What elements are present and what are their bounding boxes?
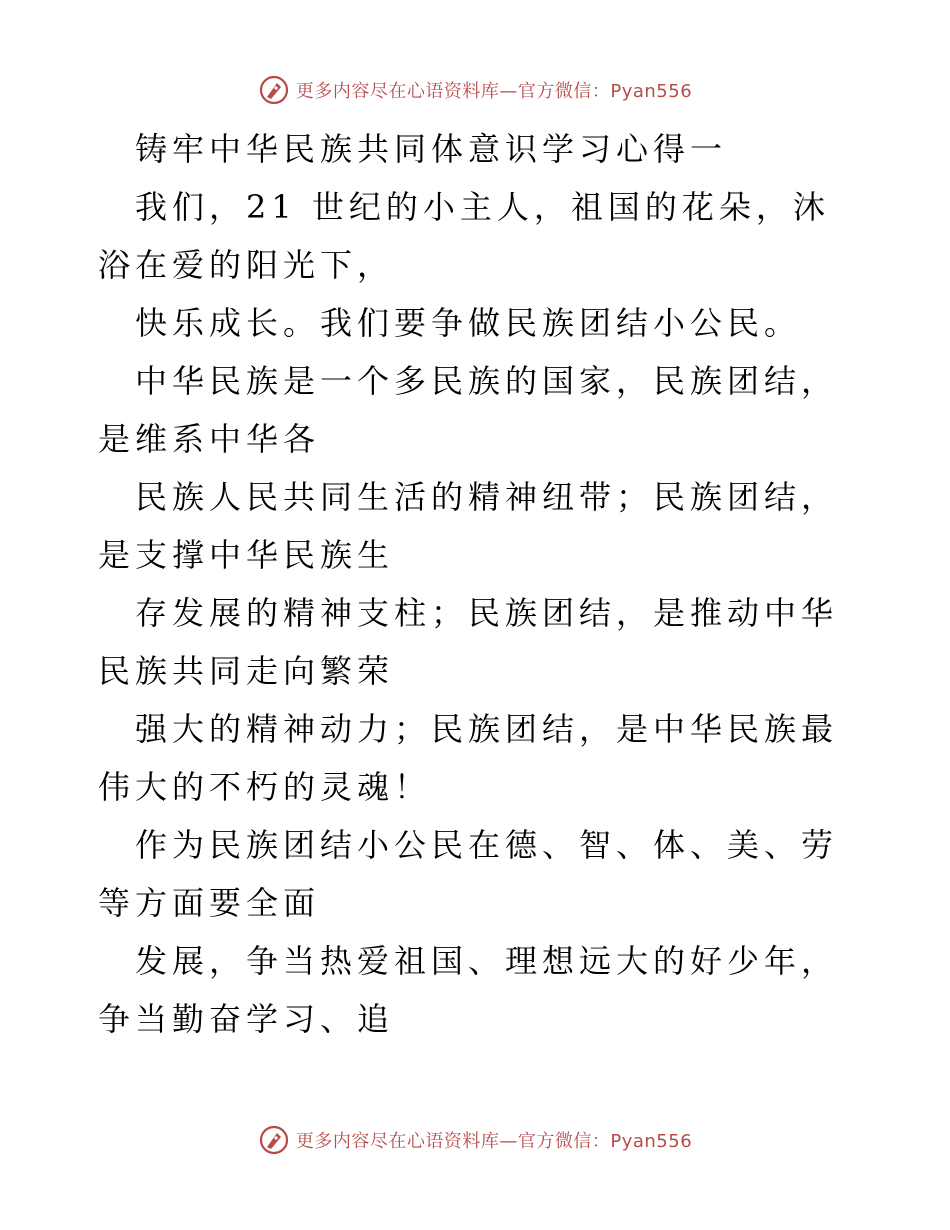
header-watermark bbox=[0, 70, 950, 110]
pen-nib-logo-icon bbox=[258, 1124, 290, 1156]
watermark-text: 更多内容尽在心语资料库—官方微信：Pyan556 bbox=[295, 1131, 693, 1152]
document-body bbox=[98, 120, 858, 1048]
paragraph: 中华民族是一个多民族的国家，民族团结，是维系中华各 bbox=[98, 362, 839, 458]
paragraph: 强大的精神动力；民族团结，是中华民族最伟大的不朽的灵魂！ bbox=[98, 710, 839, 806]
footer-watermark bbox=[0, 1120, 950, 1160]
watermark-text: 更多内容尽在心语资料库—官方微信：Pyan556 bbox=[295, 81, 693, 102]
paragraph: 快乐成长。我们要争做民族团结小公民。 bbox=[135, 304, 802, 342]
paragraph: 作为民族团结小公民在德、智、体、美、劳等方面要全面 bbox=[98, 826, 839, 922]
paragraph: 发展，争当热爱祖国、理想远大的好少年，争当勤奋学习、追 bbox=[98, 942, 839, 1038]
pen-nib-logo-icon bbox=[258, 74, 290, 106]
paragraph: 存发展的精神支柱；民族团结，是推动中华民族共同走向繁荣 bbox=[98, 594, 839, 690]
paragraph: 民族人民共同生活的精神纽带；民族团结，是支撑中华民族生 bbox=[98, 478, 839, 574]
paragraph: 我们，21 世纪的小主人，祖国的花朵，沐浴在爱的阳光下， bbox=[98, 188, 830, 284]
document-title: 铸牢中华民族共同体意识学习心得一 bbox=[135, 130, 728, 168]
